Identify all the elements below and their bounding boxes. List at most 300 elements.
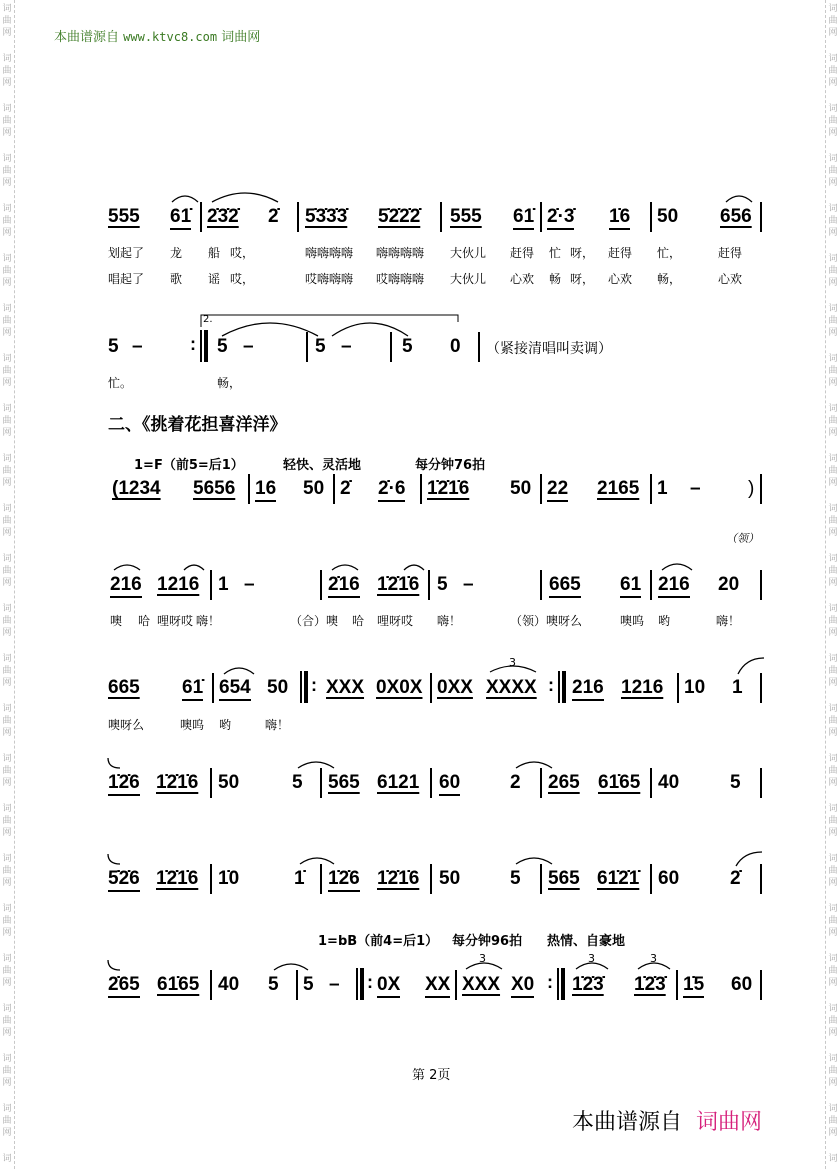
header-source: 本曲谱源自 <box>54 30 120 45</box>
dash: – <box>132 336 143 357</box>
note-group: 61 <box>620 574 641 598</box>
note-group: 5 <box>108 336 119 357</box>
dash: – <box>341 336 352 357</box>
barline <box>540 570 542 600</box>
repeat-barline <box>356 968 364 1000</box>
watermark-glyph: 网 <box>828 1028 838 1038</box>
watermark-glyph: 词 <box>828 754 838 764</box>
watermark-glyph: 曲 <box>2 716 12 726</box>
watermark-glyph: 词 <box>2 754 12 764</box>
watermark-glyph: 网 <box>828 278 838 288</box>
note-group: 555 <box>108 206 140 227</box>
slur <box>222 662 256 676</box>
watermark-glyph: 词 <box>2 204 12 214</box>
lyric: 哎嗨嗨嗨 <box>305 272 354 286</box>
watermark-glyph: 词 <box>828 1154 838 1164</box>
watermark-glyph: 曲 <box>828 466 838 476</box>
lyric: 嗨！ <box>196 614 221 628</box>
watermark-glyph: 网 <box>828 178 838 188</box>
barline <box>430 864 432 894</box>
lyric: 忙， <box>657 246 682 260</box>
watermark-glyph: 曲 <box>828 666 838 676</box>
note-group: 1̇2̇3̇ <box>572 974 604 995</box>
watermark-glyph: 网 <box>2 228 12 238</box>
watermark-glyph: 网 <box>2 728 12 738</box>
lyric: 哎， <box>230 246 255 260</box>
watermark-glyph: 词 <box>2 1004 12 1014</box>
watermark-glyph: 网 <box>2 828 12 838</box>
left-watermark-strip <box>0 0 15 1169</box>
barline <box>677 673 679 703</box>
note-group: 5̇2̇2̇2̇ <box>378 206 421 227</box>
note-group: 216 <box>110 574 142 598</box>
note-group: 2̇65 <box>108 974 140 998</box>
note-group: 665 <box>108 677 140 698</box>
watermark-glyph: 网 <box>2 28 12 38</box>
note-group: XXXX <box>486 677 537 698</box>
note-group: 50 <box>510 478 532 499</box>
barline <box>540 202 542 232</box>
watermark-glyph: 词 <box>828 854 838 864</box>
note-group: 0XX <box>437 677 473 698</box>
note-group: 1̇0 <box>218 868 240 889</box>
watermark-glyph: 曲 <box>2 366 12 376</box>
watermark-glyph: 曲 <box>2 1016 12 1026</box>
watermark-glyph: 曲 <box>828 216 838 226</box>
watermark-glyph: 曲 <box>828 616 838 626</box>
slur <box>660 558 694 572</box>
note-group: 654 <box>219 677 251 701</box>
tie <box>106 756 122 770</box>
barline <box>333 474 335 504</box>
watermark-glyph: 网 <box>828 528 838 538</box>
watermark-glyph: 词 <box>828 154 838 164</box>
watermark-glyph: 词 <box>2 454 12 464</box>
watermark-glyph: 曲 <box>2 416 12 426</box>
barline <box>760 673 762 703</box>
lyric: 忙。 <box>108 376 133 390</box>
watermark-glyph: 网 <box>2 628 12 638</box>
note-group: 1̇2̇1̇6 <box>377 868 420 889</box>
note-group: 565 <box>548 868 580 889</box>
note-group: 1̇2̇1̇6 <box>156 868 199 889</box>
triplet-number: 3 <box>479 952 486 965</box>
note-group: 22 <box>547 478 568 502</box>
note-group: 61̇65 <box>157 974 200 995</box>
dash: – <box>329 974 340 995</box>
watermark-glyph: 曲 <box>2 916 12 926</box>
tie <box>210 188 280 204</box>
lyric: 船 <box>208 246 221 260</box>
triplet-number: 3 <box>509 656 516 669</box>
barline <box>760 202 762 232</box>
barline <box>297 202 299 232</box>
lyric: 赶得 <box>718 246 743 260</box>
watermark-glyph: 曲 <box>828 166 838 176</box>
note-group: 60 <box>658 868 680 889</box>
lyric: 哩呀哎 <box>157 614 194 628</box>
repeat-barline <box>558 671 566 703</box>
watermark-glyph: 词 <box>828 104 838 114</box>
note-group: 5 <box>292 772 303 793</box>
lyric: 噢 <box>110 614 123 628</box>
watermark-glyph: 曲 <box>2 316 12 326</box>
watermark-glyph: 词 <box>828 304 838 314</box>
note-group: 2 <box>510 772 521 793</box>
barline <box>760 970 762 1000</box>
note-group: 1̇2̇1̇6 <box>156 772 199 793</box>
note-group: 2̇·6 <box>378 478 405 502</box>
repeat-barline <box>300 671 308 703</box>
watermark-glyph: 网 <box>2 678 12 688</box>
watermark-glyph: 网 <box>828 678 838 688</box>
watermark-glyph: 网 <box>2 778 12 788</box>
repeat-dots: : <box>547 972 553 992</box>
watermark-glyph: 词 <box>828 354 838 364</box>
lyric: 谣 <box>208 272 221 286</box>
watermark-glyph: 曲 <box>2 516 12 526</box>
watermark-glyph: 网 <box>2 578 12 588</box>
note-group: 2̇16 <box>328 574 360 598</box>
watermark-glyph: 词 <box>2 4 12 14</box>
watermark-glyph: 曲 <box>2 816 12 826</box>
watermark-glyph: 曲 <box>2 216 12 226</box>
slur <box>330 560 360 572</box>
slur <box>170 190 200 204</box>
note-group: 1̇2̇1̇6 <box>377 574 420 595</box>
expression-marking: 热情、自豪地 <box>547 934 626 949</box>
watermark-glyph: 曲 <box>2 666 12 676</box>
note-group: 2̇·3̇ <box>547 206 574 230</box>
watermark-glyph: 网 <box>828 478 838 488</box>
note-group: 216 <box>572 677 604 701</box>
barline <box>248 474 250 504</box>
lyric: 哎嗨嗨嗨 <box>376 272 425 286</box>
note-group: 265 <box>548 772 580 793</box>
watermark-glyph: 曲 <box>2 166 12 176</box>
note-group: 60 <box>439 772 460 796</box>
watermark-glyph: 词 <box>828 804 838 814</box>
note-group: 2165 <box>597 478 640 499</box>
watermark-glyph: 网 <box>828 978 838 988</box>
watermark-glyph: 曲 <box>2 1116 12 1126</box>
barline <box>540 864 542 894</box>
barline <box>650 768 652 798</box>
note-group: 6121 <box>377 772 420 793</box>
watermark-glyph: 词 <box>828 604 838 614</box>
tie <box>734 850 764 868</box>
watermark-glyph: 词 <box>828 54 838 64</box>
dash: – <box>244 574 255 595</box>
watermark-glyph: 网 <box>828 28 838 38</box>
lyric: 呀， <box>570 272 595 286</box>
watermark-glyph: 网 <box>2 378 12 388</box>
lyric: 哩呀哎 <box>377 614 414 628</box>
tie <box>736 656 766 676</box>
key-signature: 1=F（前5=后1） <box>134 458 244 473</box>
key-signature: 1=bB（前4=后1） <box>318 934 439 949</box>
lyric: 心欢 <box>510 272 535 286</box>
watermark-glyph: 曲 <box>828 416 838 426</box>
watermark-glyph: 曲 <box>2 866 12 876</box>
barline <box>760 474 762 504</box>
watermark-glyph: 曲 <box>828 116 838 126</box>
tie <box>298 852 336 866</box>
watermark-glyph: 网 <box>2 978 12 988</box>
note-group: 61̇ <box>513 206 534 230</box>
note-group: XXX <box>326 677 365 698</box>
watermark-glyph: 曲 <box>828 966 838 976</box>
lyric: 龙 <box>170 246 183 260</box>
watermark-glyph: 词 <box>2 304 12 314</box>
watermark-glyph: 词 <box>828 404 838 414</box>
watermark-glyph: 网 <box>2 278 12 288</box>
watermark-glyph: 词 <box>2 554 12 564</box>
note-group: 565 <box>328 772 360 793</box>
repeat-dots: : <box>548 675 554 695</box>
barline <box>210 970 212 1000</box>
watermark-glyph: 网 <box>828 628 838 638</box>
lyric: 赶得 <box>608 246 633 260</box>
note-group: 665 <box>549 574 581 598</box>
watermark-glyph: 网 <box>828 578 838 588</box>
watermark-glyph: 词 <box>2 354 12 364</box>
section-title: 二、《挑着花担喜洋洋》 <box>108 415 287 435</box>
watermark-glyph: 词 <box>828 454 838 464</box>
watermark-glyph: 曲 <box>828 716 838 726</box>
tie <box>106 852 122 866</box>
note-group: 50 <box>218 772 240 793</box>
header-url[interactable]: www.ktvc8.com <box>123 30 218 44</box>
barline <box>540 768 542 798</box>
watermark-glyph: 网 <box>2 78 12 88</box>
watermark-glyph: 网 <box>828 228 838 238</box>
right-watermark-strip <box>825 0 840 1169</box>
note-group: 0X0X <box>376 677 423 698</box>
note-group: 1216 <box>621 677 664 698</box>
barline <box>430 768 432 798</box>
watermark-glyph: 词 <box>2 904 12 914</box>
watermark-glyph: 词 <box>2 1104 12 1114</box>
watermark-glyph: 曲 <box>828 516 838 526</box>
lyric: 嗨嗨嗨嗨 <box>376 246 425 260</box>
slur <box>182 560 206 572</box>
watermark-glyph: 曲 <box>828 766 838 776</box>
note-group: 10 <box>684 677 706 698</box>
watermark-glyph: 词 <box>2 704 12 714</box>
page-footer <box>572 1105 762 1136</box>
note-group: (1234 <box>112 478 161 499</box>
note-group: 0X <box>377 974 400 998</box>
note-group: 5 <box>402 336 413 357</box>
note-group: 16 <box>255 478 276 502</box>
tie <box>330 318 410 338</box>
barline <box>428 570 430 600</box>
note-group: 5656 <box>193 478 236 499</box>
watermark-glyph: 曲 <box>828 566 838 576</box>
lyric: （合）噢 <box>290 614 339 628</box>
barline <box>212 673 214 703</box>
watermark-glyph: 网 <box>828 878 838 888</box>
watermark-glyph: 曲 <box>828 1066 838 1076</box>
watermark-glyph: 词 <box>2 254 12 264</box>
barline <box>440 202 442 232</box>
note-group: 1216 <box>157 574 200 595</box>
barline <box>320 864 322 894</box>
lyric: 畅 <box>549 272 562 286</box>
note-group: 5 <box>268 974 279 995</box>
watermark-glyph: 词 <box>2 404 12 414</box>
lyric: 噢呜 <box>180 718 205 732</box>
watermark-glyph: 网 <box>2 528 12 538</box>
watermark-glyph: 词 <box>2 504 12 514</box>
lyric: 呀， <box>570 246 595 260</box>
note-group: 20 <box>718 574 740 595</box>
barline <box>650 570 652 600</box>
watermark-glyph: 网 <box>2 928 12 938</box>
note-group: X0 <box>511 974 534 998</box>
watermark-glyph: 曲 <box>828 266 838 276</box>
watermark-glyph: 曲 <box>828 316 838 326</box>
note-group: 2̇3̇2̇ <box>207 206 239 227</box>
note-group: 1 <box>218 574 229 595</box>
slur <box>112 560 142 572</box>
barline <box>455 970 457 1000</box>
watermark-glyph: 网 <box>828 1078 838 1088</box>
watermark-glyph: 词 <box>2 54 12 64</box>
watermark-glyph: 词 <box>2 104 12 114</box>
footer-brand[interactable]: 词曲网 <box>696 1110 763 1135</box>
note-group: 1̇6 <box>609 206 630 230</box>
note-group: 1 <box>657 478 668 499</box>
note-group: XX <box>425 974 450 998</box>
watermark-glyph: 词 <box>828 904 838 914</box>
watermark-glyph: 曲 <box>2 266 12 276</box>
watermark-glyph: 曲 <box>828 866 838 876</box>
watermark-glyph: 网 <box>828 778 838 788</box>
watermark-glyph: 词 <box>828 704 838 714</box>
note-group: 1̇2̇6 <box>328 868 360 892</box>
watermark-glyph: 曲 <box>828 66 838 76</box>
lyric: 赶得 <box>510 246 535 260</box>
note-group: 555 <box>450 206 482 227</box>
watermark-glyph: 词 <box>828 954 838 964</box>
watermark-glyph: 词 <box>2 154 12 164</box>
note-group: 1̇2̇3̇ <box>634 974 666 995</box>
triplet-number: 3 <box>650 952 657 965</box>
lyric: 心欢 <box>718 272 743 286</box>
lyric: 大伙儿 <box>450 272 487 286</box>
note-group: XXX <box>462 974 501 995</box>
watermark-glyph: 网 <box>2 428 12 438</box>
note-group: 1̇ <box>294 868 305 889</box>
lyric: 噢呜 <box>620 614 645 628</box>
watermark-glyph: 词 <box>828 1054 838 1064</box>
note-group: 60 <box>731 974 753 995</box>
header-site: 词曲网 <box>221 30 261 45</box>
lyric: 嗨！ <box>716 614 741 628</box>
watermark-glyph: 网 <box>828 78 838 88</box>
watermark-glyph: 网 <box>828 928 838 938</box>
lyric: 划起了 <box>108 246 145 260</box>
note-group: 5̇3̇3̇3̇ <box>305 206 348 227</box>
lyric: 畅， <box>217 376 242 390</box>
watermark-glyph: 网 <box>828 378 838 388</box>
slur <box>402 560 426 572</box>
watermark-glyph: 曲 <box>2 116 12 126</box>
note-group: 5 <box>217 336 228 357</box>
triplet-number: 3 <box>588 952 595 965</box>
note-group: 61̇ <box>182 677 203 701</box>
watermark-glyph: 网 <box>2 478 12 488</box>
lyric: （领）噢呀么 <box>510 614 583 628</box>
watermark-glyph: 网 <box>2 178 12 188</box>
barline <box>210 570 212 600</box>
watermark-glyph: 词 <box>828 654 838 664</box>
watermark-glyph: 网 <box>828 1128 838 1138</box>
watermark-glyph: 词 <box>828 254 838 264</box>
tempo-marking: 每分钟76拍 <box>415 458 486 473</box>
note-group: 1̇2̇6 <box>108 772 140 796</box>
watermark-glyph: 曲 <box>828 16 838 26</box>
watermark-glyph: 词 <box>2 654 12 664</box>
watermark-glyph: 词 <box>2 1154 12 1164</box>
tempo-marking: 每分钟96拍 <box>452 934 523 949</box>
note-group: 5 <box>315 336 326 357</box>
watermark-glyph: 曲 <box>828 1016 838 1026</box>
barline <box>320 768 322 798</box>
barline <box>200 202 202 232</box>
barline <box>676 970 678 1000</box>
watermark-glyph: 网 <box>828 128 838 138</box>
watermark-glyph: 曲 <box>2 466 12 476</box>
note-group: 50 <box>439 868 461 889</box>
watermark-glyph: 网 <box>2 1078 12 1088</box>
watermark-glyph: 词 <box>828 554 838 564</box>
lyric: 噢呀么 <box>108 718 145 732</box>
lyric: 哈 <box>138 614 151 628</box>
lyric: 哟 <box>658 614 671 628</box>
watermark-glyph: 曲 <box>2 66 12 76</box>
repeat-dots: : <box>190 334 196 354</box>
barline <box>210 864 212 894</box>
tie <box>220 318 320 338</box>
note-group: 61̇ <box>170 206 191 230</box>
note-group: 2̇ <box>730 868 741 889</box>
lyric: 哟 <box>219 718 232 732</box>
lyric: 哈 <box>352 614 365 628</box>
tie <box>296 756 336 770</box>
barline <box>478 332 480 362</box>
note-group: 61̇65 <box>598 772 641 793</box>
watermark-glyph: 曲 <box>828 366 838 376</box>
lyric: 嗨嗨嗨嗨 <box>305 246 354 260</box>
note-group: 50 <box>657 206 679 227</box>
watermark-glyph: 词 <box>2 604 12 614</box>
barline <box>760 570 762 600</box>
note-group: 50 <box>267 677 289 698</box>
page-number: 第 2页 <box>412 1068 451 1083</box>
watermark-glyph: 曲 <box>2 966 12 976</box>
note-group: 216 <box>658 574 690 598</box>
paren-close: ) <box>748 478 755 499</box>
note-group: 5 <box>510 868 521 889</box>
watermark-glyph: 网 <box>828 328 838 338</box>
lyric: 歌 <box>170 272 183 286</box>
dash: – <box>690 478 701 499</box>
repeat-dots: : <box>311 675 317 695</box>
volta-number: 2. <box>203 314 213 325</box>
